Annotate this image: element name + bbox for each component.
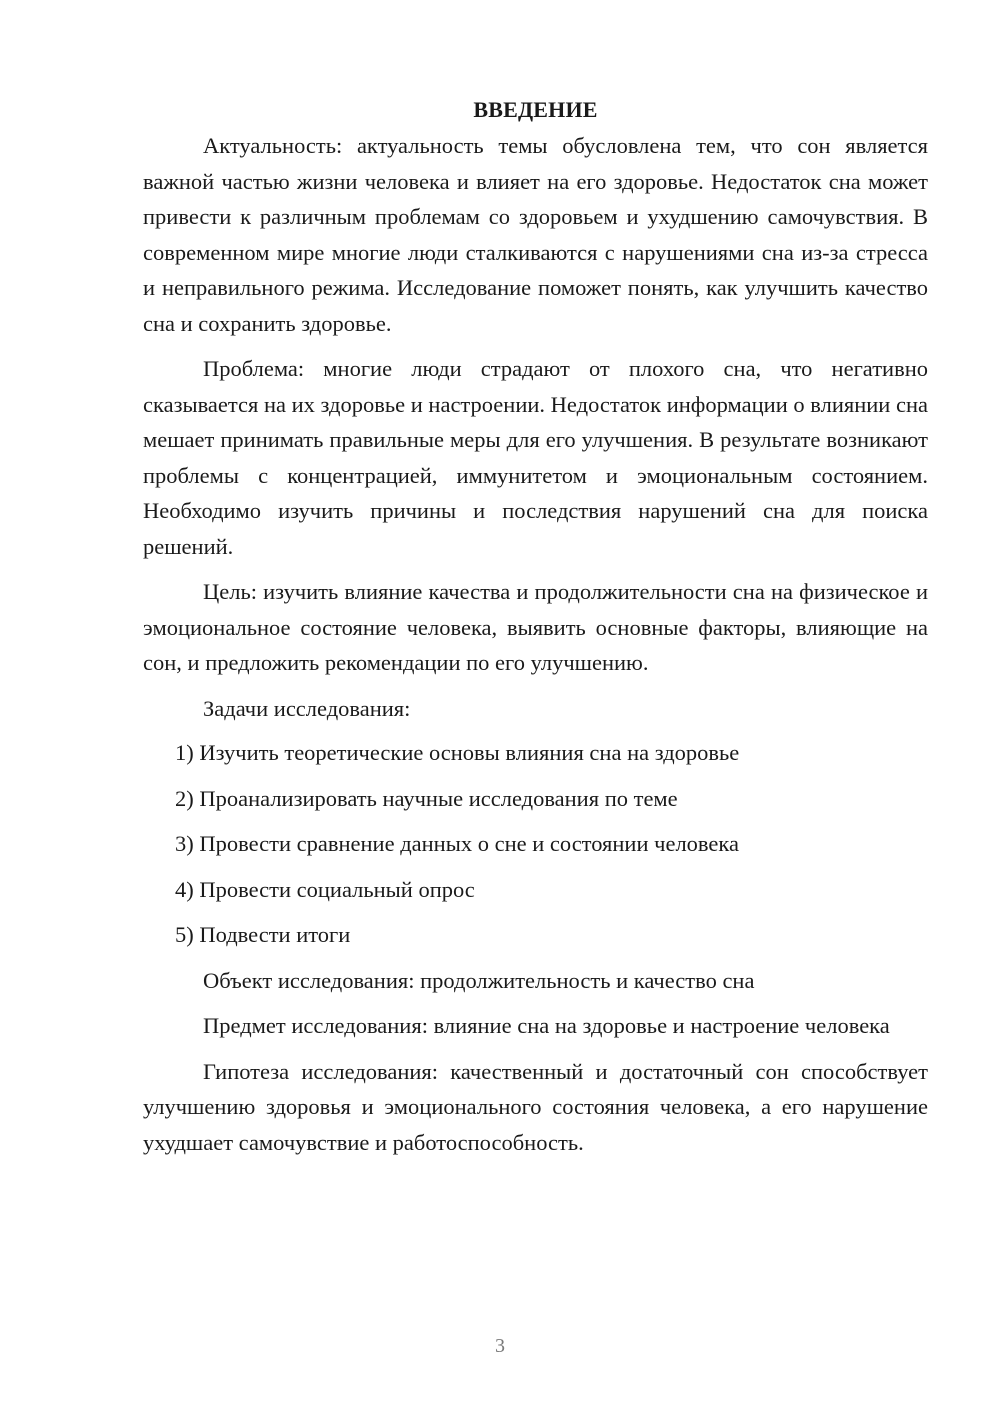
task-item: 4) Провести социальный опрос [175, 876, 475, 902]
tasks-heading: Задачи исследования: [203, 695, 411, 721]
task-item: 2) Проанализировать научные исследования по теме [175, 785, 678, 811]
relevance-paragraph: Актуальность: актуальность темы обусловлена тем, что сон является важной частью жизни человека и влияет на его здоровье. Недостаток сна может привести к различным проблемам со здоровьем и ухудшению самочувствия. В современном мире многие люди сталкиваются с нарушениями сна из-за стресса и неправильного режима. Исследование поможет понять, как улучшить качество сна и сохранить здоровье. [143, 133, 928, 336]
tasks-list [143, 735, 928, 953]
task-item: 3) Провести сравнение данных о сне и состоянии человека [175, 831, 739, 856]
goal-paragraph: Цель: изучить влияние качества и продолжительности сна на физическое и эмоциональное состояние человека, выявить основные факторы, влияющие на сон, и предложить рекомендации по его улучшению. [143, 579, 928, 675]
task-item: 5) Подвести итоги [175, 922, 351, 947]
hypothesis-paragraph: Гипотеза исследования: качественный и достаточный сон способствует улучшению здоровья и эмоционального состояния человека, а его нарушение ухудшает самочувствие и работоспособность. [143, 1058, 928, 1155]
subject-paragraph: Предмет исследования: влияние сна на здоровье и настроение человека [203, 1013, 890, 1038]
page-number: 3 [495, 1335, 505, 1357]
problem-paragraph: Проблема: многие люди страдают от плохого сна, что негативно сказывается на их здоровье и настроении. Недостаток информации о влиянии сна мешает принимать правильные меры для его улучшения. В результате возникают проблемы с концентрацией, иммунитетом и эмоциональным состоянием. Необходимо изучить причины и последствия нарушений сна для поиска решений. [143, 356, 928, 559]
document-page [143, 92, 928, 1170]
page-title: ВВЕДЕНИЕ [473, 97, 598, 122]
object-paragraph: Объект исследования: продолжительность и качество сна [203, 967, 755, 993]
task-item: 1) Изучить теоретические основы влияния сна на здоровье [175, 740, 740, 765]
